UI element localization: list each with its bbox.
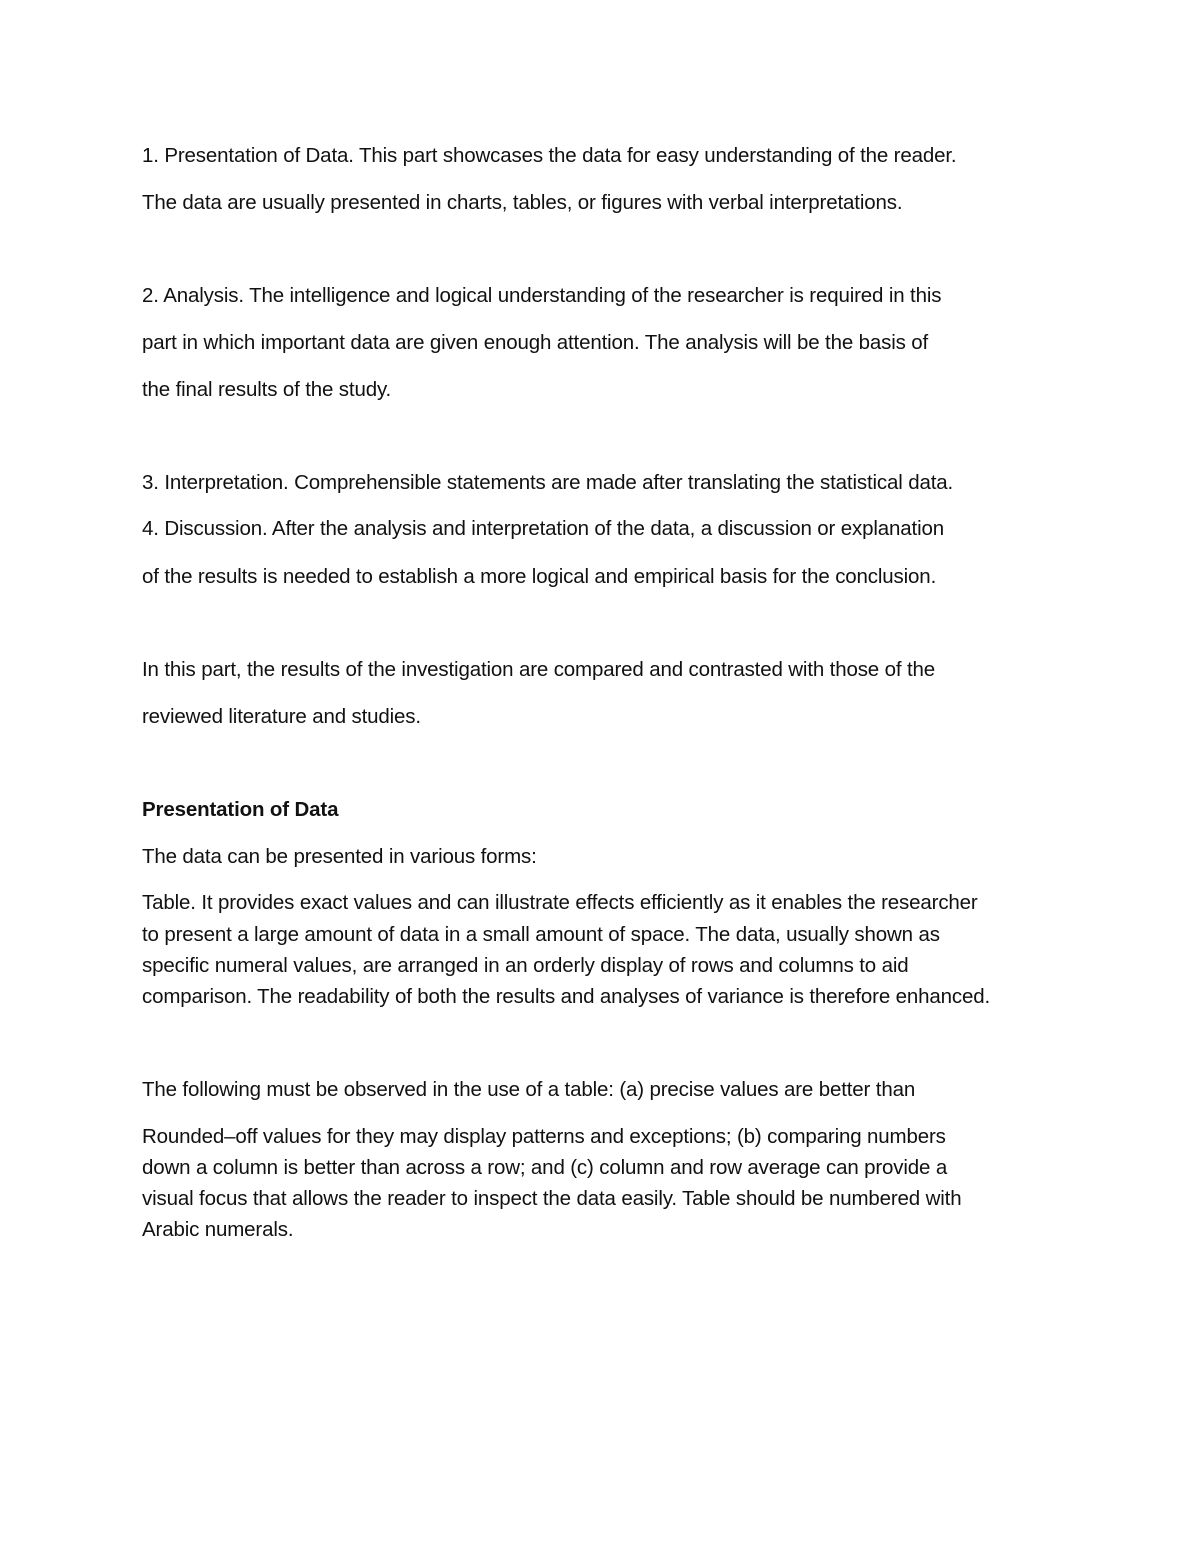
table-paragraph-line-2: to present a large amount of data in a small amount of space. The data, usually shown as [142,923,940,946]
table-paragraph-line-3: specific numeral values, are arranged in an orderly display of rows and columns to aid [142,954,909,977]
forms-intro: The data can be presented in various forms: [142,845,537,868]
item-discussion-line-1: 4. Discussion. After the analysis and interpretation of the data, a discussion or explanation [142,517,944,540]
item-analysis-line-3: the final results of the study. [142,378,392,401]
comparison-paragraph-line-2: reviewed literature and studies. [142,705,421,728]
guidelines-intro: The following must be observed in the use of a table: (a) precise values are better than [142,1078,916,1101]
table-paragraph-line-4: comparison. The readability of both the results and analyses of variance is therefore enhanced. [142,985,991,1008]
guidelines-paragraph-line-1: Rounded–off values for they may display patterns and exceptions; (b) comparing numbers [142,1125,946,1148]
table-paragraph-line-1: Table. It provides exact values and can illustrate effects efficiently as it enables the researcher [142,891,978,914]
item-analysis-line-2: part in which important data are given enough attention. The analysis will be the basis of [142,331,929,354]
item-analysis-line-1: 2. Analysis. The intelligence and logical understanding of the researcher is required in this [142,284,942,307]
section-heading: Presentation of Data [142,798,339,821]
guidelines-paragraph-line-2: down a column is better than across a row; and (c) column and row average can provide a [142,1156,948,1179]
item-interpretation-line-1: 3. Interpretation. Comprehensible statements are made after translating the statistical data. [142,471,954,494]
guidelines-paragraph-line-4: Arabic numerals. [142,1218,294,1241]
item-presentation-line-2: The data are usually presented in charts, tables, or figures with verbal interpretations. [142,191,903,214]
item-discussion-line-2: of the results is needed to establish a more logical and empirical basis for the conclusion. [142,565,937,588]
item-presentation-line-1: 1. Presentation of Data. This part showcases the data for easy understanding of the reader. [142,144,957,167]
guidelines-paragraph-line-3: visual focus that allows the reader to inspect the data easily. Table should be numbered with [142,1187,962,1210]
comparison-paragraph-line-1: In this part, the results of the investigation are compared and contrasted with those of the [142,658,935,681]
